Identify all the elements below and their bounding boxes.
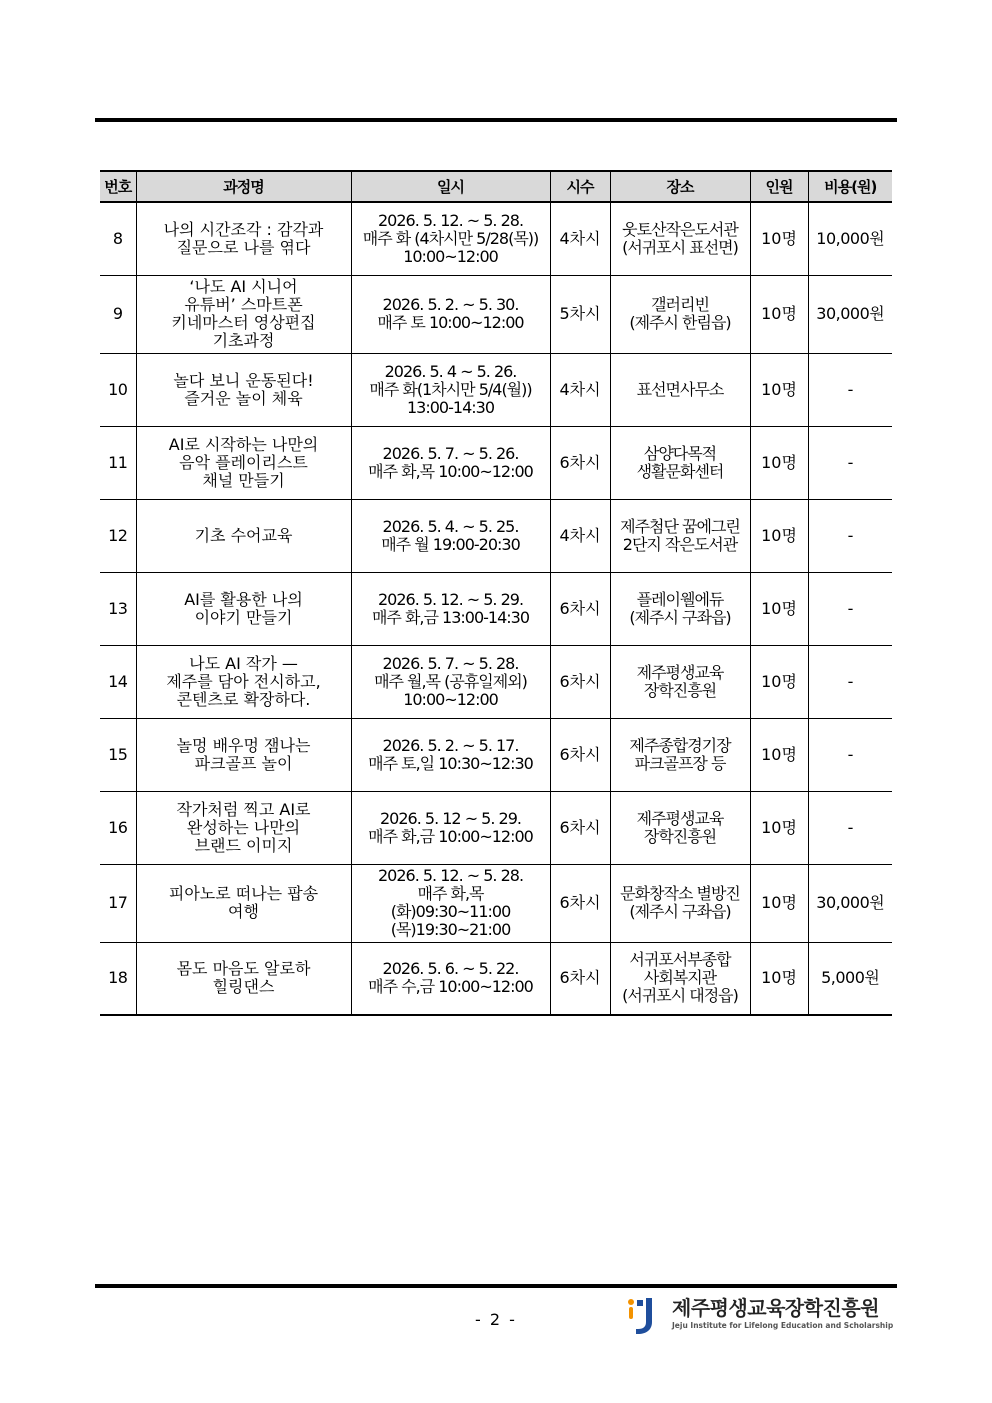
table-row xyxy=(100,864,892,942)
cell-number: 16 xyxy=(100,791,136,864)
cell-course: 피아노로 떠나는 팝송 여행 xyxy=(136,864,351,942)
header-number: 번호 xyxy=(100,171,136,202)
cell-course: AI로 시작하는 나만의 음악 플레이리스트 채널 만들기 xyxy=(136,426,351,499)
cell-course: 기초 수어교육 xyxy=(136,499,351,572)
cell-hours: 6차시 xyxy=(550,426,610,499)
cell-fee: - xyxy=(808,426,892,499)
cell-place: 갤러리빈 (제주시 한림읍) xyxy=(610,275,750,353)
cell-schedule: 2026. 5. 12. ~ 5. 29. 매주 화,금 13:00-14:30 xyxy=(351,572,550,645)
cell-number: 15 xyxy=(100,718,136,791)
cell-hours: 4차시 xyxy=(550,353,610,426)
cell-place: 플레이웰에듀 (제주시 구좌읍) xyxy=(610,572,750,645)
table-row xyxy=(100,645,892,718)
cell-people: 10명 xyxy=(750,645,808,718)
institute-logo xyxy=(626,1296,896,1336)
cell-place: 문화창작소 별방진 (제주시 구좌읍) xyxy=(610,864,750,942)
institute-name: 제주평생교육장학진흥원 xyxy=(672,1296,880,1320)
cell-fee: - xyxy=(808,791,892,864)
cell-fee: 10,000원 xyxy=(808,202,892,275)
cell-schedule: 2026. 5. 12. ~ 5. 28. 매주 화 (4차시만 5/28(목)) 10:00~12:00 xyxy=(351,202,550,275)
cell-fee: 30,000원 xyxy=(808,864,892,942)
table-row xyxy=(100,718,892,791)
cell-place: 제주종합경기장 파크골프장 등 xyxy=(610,718,750,791)
cell-fee: 5,000원 xyxy=(808,942,892,1015)
cell-number: 17 xyxy=(100,864,136,942)
cell-schedule: 2026. 5. 12. ~ 5. 28. 매주 화,목 (화)09:30~11:00 (목)19:30~21:00 xyxy=(351,864,550,942)
cell-fee: - xyxy=(808,718,892,791)
institute-name-english: Jeju Institute for Lifelong Education and Scholarship xyxy=(672,1321,894,1330)
cell-number: 8 xyxy=(100,202,136,275)
cell-people: 10명 xyxy=(750,275,808,353)
cell-place: 서귀포서부종합 사회복지관 (서귀포시 대정읍) xyxy=(610,942,750,1015)
top-rule xyxy=(95,118,897,122)
table-row xyxy=(100,572,892,645)
table-header-row xyxy=(100,171,892,202)
cell-place: 삼양다목적 생활문화센터 xyxy=(610,426,750,499)
cell-course: 몸도 마음도 알로하 힐링댄스 xyxy=(136,942,351,1015)
cell-course: 놀멍 배우멍 잼나는 파크골프 놀이 xyxy=(136,718,351,791)
cell-schedule: 2026. 5. 7. ~ 5. 28. 매주 월,목 (공휴일제외) 10:00~12:00 xyxy=(351,645,550,718)
cell-people: 10명 xyxy=(750,864,808,942)
cell-number: 10 xyxy=(100,353,136,426)
cell-number: 9 xyxy=(100,275,136,353)
cell-schedule: 2026. 5. 4 ~ 5. 26. 매주 화(1차시만 5/4(월)) 13:00-14:30 xyxy=(351,353,550,426)
cell-people: 10명 xyxy=(750,942,808,1015)
page-number: - 2 - xyxy=(475,1310,517,1329)
cell-fee: - xyxy=(808,572,892,645)
cell-course: 나도 AI 작가 — 제주를 담아 전시하고, 콘텐츠로 확장하다. xyxy=(136,645,351,718)
cell-people: 10명 xyxy=(750,791,808,864)
table-row xyxy=(100,275,892,353)
table-row xyxy=(100,791,892,864)
cell-course: 나의 시간조각 : 감각과 질문으로 나를 엮다 xyxy=(136,202,351,275)
table-row xyxy=(100,499,892,572)
cell-place: 웃토산작은도서관 (서귀포시 표선면) xyxy=(610,202,750,275)
cell-number: 13 xyxy=(100,572,136,645)
cell-place: 표선면사무소 xyxy=(610,353,750,426)
table-row xyxy=(100,942,892,1015)
cell-schedule: 2026. 5. 12 ~ 5. 29. 매주 화,금 10:00~12:00 xyxy=(351,791,550,864)
cell-place: 제주평생교육 장학진흥원 xyxy=(610,791,750,864)
cell-hours: 6차시 xyxy=(550,718,610,791)
header-place: 장소 xyxy=(610,171,750,202)
cell-course: AI를 활용한 나의 이야기 만들기 xyxy=(136,572,351,645)
cell-hours: 6차시 xyxy=(550,864,610,942)
cell-hours: 6차시 xyxy=(550,572,610,645)
cell-people: 10명 xyxy=(750,499,808,572)
cell-people: 10명 xyxy=(750,718,808,791)
cell-hours: 6차시 xyxy=(550,645,610,718)
cell-fee: 30,000원 xyxy=(808,275,892,353)
cell-place: 제주첨단 꿈에그린 2단지 작은도서관 xyxy=(610,499,750,572)
cell-course: ‘나도 AI 시니어 유튜버’ 스마트폰 키네마스터 영상편집 기초과정 xyxy=(136,275,351,353)
header-schedule: 일시 xyxy=(351,171,550,202)
cell-schedule: 2026. 5. 4. ~ 5. 25. 매주 월 19:00-20:30 xyxy=(351,499,550,572)
cell-hours: 4차시 xyxy=(550,202,610,275)
cell-people: 10명 xyxy=(750,353,808,426)
header-course: 과정명 xyxy=(136,171,351,202)
cell-fee: - xyxy=(808,353,892,426)
cell-people: 10명 xyxy=(750,426,808,499)
program-schedule-table xyxy=(100,170,892,1016)
cell-hours: 6차시 xyxy=(550,942,610,1015)
cell-number: 14 xyxy=(100,645,136,718)
cell-number: 18 xyxy=(100,942,136,1015)
header-fee: 비용(원) xyxy=(808,171,892,202)
cell-course: 놀다 보니 운동된다! 즐거운 놀이 체육 xyxy=(136,353,351,426)
cell-number: 11 xyxy=(100,426,136,499)
institute-logo-icon xyxy=(626,1296,662,1336)
header-hours: 시수 xyxy=(550,171,610,202)
header-people: 인원 xyxy=(750,171,808,202)
cell-number: 12 xyxy=(100,499,136,572)
cell-people: 10명 xyxy=(750,572,808,645)
table-row xyxy=(100,353,892,426)
cell-schedule: 2026. 5. 2. ~ 5. 17. 매주 토,일 10:30~12:30 xyxy=(351,718,550,791)
cell-schedule: 2026. 5. 6. ~ 5. 22. 매주 수,금 10:00~12:00 xyxy=(351,942,550,1015)
cell-fee: - xyxy=(808,499,892,572)
cell-people: 10명 xyxy=(750,202,808,275)
bottom-rule xyxy=(95,1284,897,1288)
table-row xyxy=(100,426,892,499)
cell-place: 제주평생교육 장학진흥원 xyxy=(610,645,750,718)
cell-fee: - xyxy=(808,645,892,718)
cell-schedule: 2026. 5. 7. ~ 5. 26. 매주 화,목 10:00~12:00 xyxy=(351,426,550,499)
cell-course: 작가처럼 찍고 AI로 완성하는 나만의 브랜드 이미지 xyxy=(136,791,351,864)
cell-hours: 6차시 xyxy=(550,791,610,864)
cell-hours: 4차시 xyxy=(550,499,610,572)
cell-hours: 5차시 xyxy=(550,275,610,353)
cell-schedule: 2026. 5. 2. ~ 5. 30. 매주 토 10:00~12:00 xyxy=(351,275,550,353)
table-row xyxy=(100,202,892,275)
